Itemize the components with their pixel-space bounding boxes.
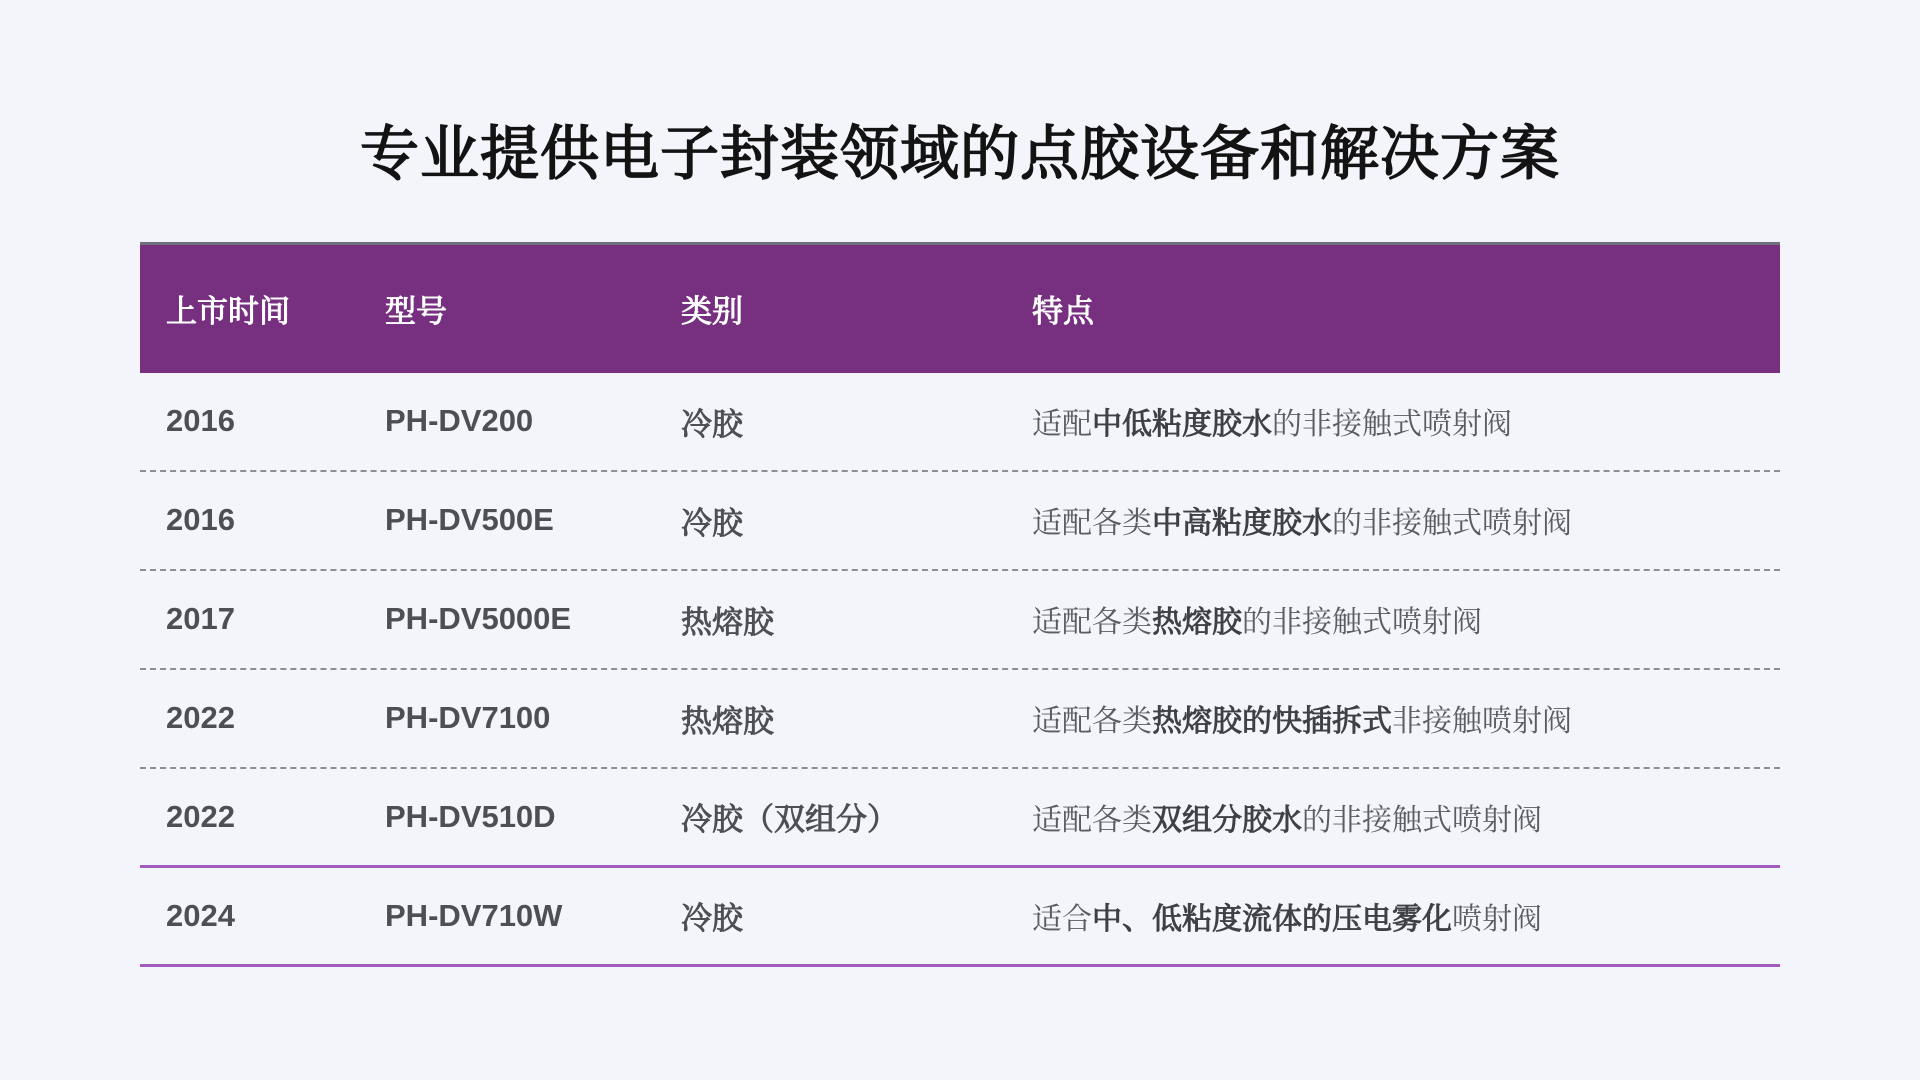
feature-cell: [1006, 399, 1780, 443]
feature-text-pre: 适配: [1032, 408, 1092, 442]
header-cell-model: 型号: [385, 294, 447, 330]
feature-text-pre: 适合: [1032, 902, 1092, 936]
feature-text-bold: 中高粘度胶水: [1152, 507, 1332, 541]
model-cell: PH-DV710W: [385, 897, 563, 933]
model-cell: PH-DV510D: [385, 798, 556, 834]
year-cell: 2017: [166, 601, 235, 637]
feature-text-pre: 适配各类: [1032, 705, 1152, 739]
feature-text-pre: 适配各类: [1032, 606, 1152, 640]
feature-cell: [1006, 498, 1780, 542]
feature-cell: [1006, 894, 1780, 938]
feature-text-bold: 中、低粘度流体的压电雾化: [1092, 902, 1452, 936]
header-cell-launch-time: 上市时间: [166, 294, 290, 330]
year-cell: 2016: [166, 502, 235, 538]
page-title: 专业提供电子封装领域的点胶设备和解决方案: [359, 121, 1560, 187]
table-body: [140, 373, 1780, 967]
feature-text-post: 的非接触式喷射阀: [1242, 606, 1482, 640]
feature-cell: [1006, 795, 1780, 839]
header-cell-category: 类别: [681, 294, 743, 330]
table-header-row: [140, 242, 1780, 373]
table-row: [140, 571, 1780, 670]
table-row: [140, 670, 1780, 769]
feature-text-post: 的非接触式喷射阀: [1332, 507, 1572, 541]
feature-text-post: 喷射阀: [1452, 902, 1542, 936]
feature-text-bold: 热熔胶的快插拆式: [1152, 705, 1392, 739]
product-table: [140, 242, 1780, 967]
category-cell: 冷胶: [681, 901, 743, 937]
table-row: [140, 373, 1780, 472]
table-row: [140, 769, 1780, 868]
header-cell-feature: 特点: [1032, 294, 1094, 330]
model-cell: PH-DV5000E: [385, 601, 572, 637]
model-cell: PH-DV7100: [385, 700, 551, 736]
feature-cell: [1006, 597, 1780, 641]
feature-text-post: 非接触喷射阀: [1392, 705, 1572, 739]
year-cell: 2016: [166, 403, 235, 439]
feature-text-pre: 适配各类: [1032, 507, 1152, 541]
feature-text-bold: 双组分胶水: [1152, 803, 1302, 837]
year-cell: 2024: [166, 897, 235, 933]
feature-text-post: 的非接触式喷射阀: [1272, 408, 1512, 442]
year-cell: 2022: [166, 700, 235, 736]
feature-text-post: 的非接触式喷射阀: [1302, 803, 1542, 837]
year-cell: 2022: [166, 798, 235, 834]
feature-text-bold: 中低粘度胶水: [1092, 408, 1272, 442]
table-row: [140, 472, 1780, 571]
category-cell: 热熔胶: [681, 703, 774, 739]
model-cell: PH-DV200: [385, 403, 534, 439]
feature-text-bold: 热熔胶: [1152, 606, 1242, 640]
category-cell: 冷胶: [681, 406, 743, 442]
category-cell: 冷胶: [681, 505, 743, 541]
category-cell: 冷胶（双组分）: [681, 802, 898, 838]
model-cell: PH-DV500E: [385, 502, 554, 538]
feature-text-pre: 适配各类: [1032, 803, 1152, 837]
feature-cell: [1006, 696, 1780, 740]
category-cell: 热熔胶: [681, 604, 774, 640]
table-row: [140, 868, 1780, 967]
